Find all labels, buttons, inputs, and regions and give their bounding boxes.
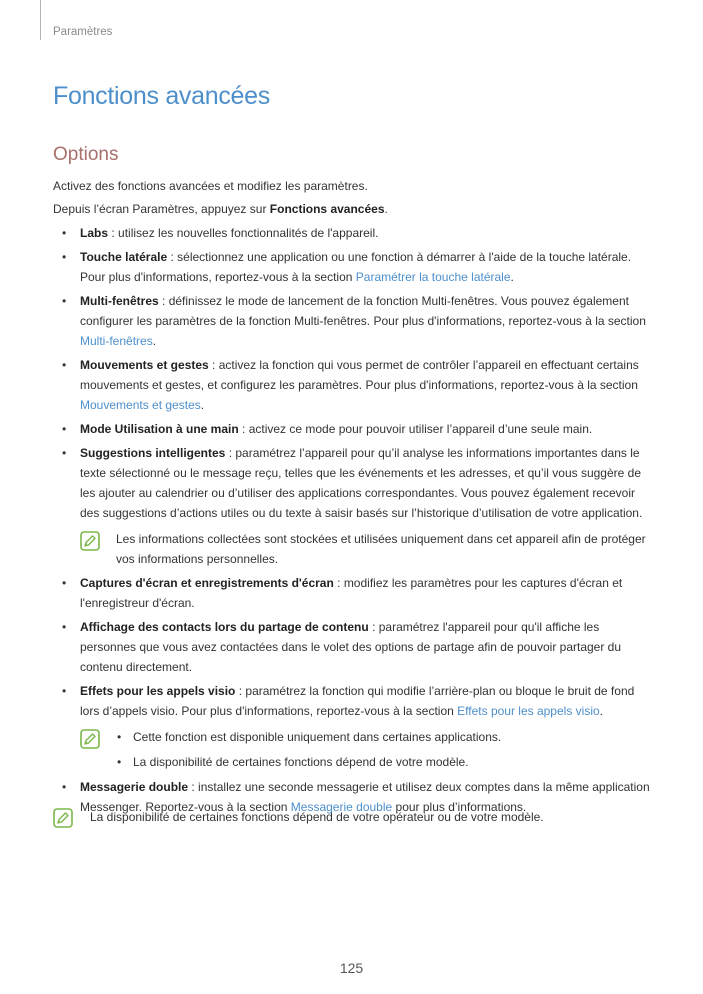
section-link[interactable]: Messagerie double (290, 800, 393, 814)
option-item (53, 617, 653, 677)
option-description-end: . (599, 704, 604, 718)
option-description-end: . (510, 270, 514, 284)
intro-line-2-suffix: . (384, 202, 388, 216)
option-description: : activez ce mode pour pouvoir utiliser l’appareil d’une seule main. (238, 422, 593, 436)
intro-line-1: Activez des fonctions avancées et modifiez les paramètres. (53, 179, 368, 193)
intro-line-2 (53, 199, 653, 219)
option-item (53, 247, 653, 287)
section-link[interactable]: Paramétrer la touche latérale (355, 270, 511, 284)
footer-note-text: La disponibilité de certaines fonctions dépend de votre opérateur ou de votre modèle. (90, 810, 544, 824)
bullet: • (62, 226, 67, 240)
note-pencil-icon (53, 808, 73, 828)
section-link[interactable]: Mouvements et gestes (80, 398, 201, 412)
option-description: : définissez le mode de lancement de la fonction Multi-fenêtres. Vous pouvez également configurer les paramètres de la fonction Multi-fenêtres. Pour plus d'informations, reportez-vous à la section (80, 294, 646, 328)
info-note (80, 727, 653, 772)
option-item (53, 419, 653, 439)
option-description-end: pour plus d’informations. (392, 800, 527, 814)
option-term: Mouvements et gestes (80, 358, 209, 372)
info-note (80, 529, 653, 569)
option-term: Multi-fenêtres (80, 294, 159, 308)
bullet: • (62, 620, 67, 634)
option-item (53, 573, 653, 613)
bullet: • (62, 422, 67, 436)
bullet: • (62, 576, 67, 590)
bullet: • (117, 755, 122, 769)
bullet: • (62, 446, 67, 460)
footer-note (53, 807, 690, 827)
intro-line-2-bold: Fonctions avancées (269, 202, 385, 216)
info-note-item-text: La disponibilité de certaines fonctions dépend de votre modèle. (133, 755, 469, 769)
option-description: : paramétrez la fonction qui modifie l’arrière-plan ou bloque le bruit de fond lors d’appels visio. Pour plus d'informations, reportez-vous à la section (80, 684, 635, 718)
option-description: : utilisez les nouvelles fonctionnalités de l'appareil. (108, 226, 379, 240)
option-term: Affichage des contacts lors du partage de contenu (80, 620, 369, 634)
header-rule (40, 0, 41, 40)
header-label: Paramètres (53, 26, 113, 38)
option-description: : paramétrez l'appareil pour qu'il affiche les personnes que vous avez contactées dans le volet des options de partage afin de pouvoir partager du contenu directement. (80, 620, 622, 674)
option-description: : modifiez les paramètres pour les captures d'écran et l'enregistreur d'écran. (80, 576, 623, 610)
option-item (53, 681, 653, 772)
option-description-end: . (200, 398, 205, 412)
bullet: • (62, 684, 67, 698)
option-item (53, 223, 653, 243)
option-description: : sélectionnez une application ou une fonction à démarrer à l'aide de la touche latérale. Pour plus d'informations, reportez-vous à la section (80, 250, 632, 284)
option-description: : installez une seconde messagerie et utilisez deux comptes dans la même application Messenger. Reportez-vous à la section (80, 780, 650, 814)
info-note-list (116, 727, 653, 772)
info-note-item-text: Cette fonction est disponible uniquement dans certaines applications. (133, 730, 502, 744)
option-description-end: . (152, 334, 157, 348)
note-pencil-icon (80, 531, 100, 551)
bullet: • (62, 780, 67, 794)
bullet: • (117, 730, 122, 744)
info-note-item (116, 727, 653, 747)
option-term: Mode Utilisation à une main (80, 422, 239, 436)
bullet: • (62, 358, 67, 372)
option-item (53, 291, 653, 351)
section-title: Options (53, 144, 119, 165)
info-note-text: Les informations collectées sont stockées et utilisées uniquement dans cet appareil afin de protéger vos informations personnelles. (116, 532, 646, 566)
section-link[interactable]: Multi-fenêtres (80, 334, 153, 348)
intro-line-2-prefix: Depuis l’écran Paramètres, appuyez sur (53, 202, 270, 216)
bullet: • (62, 294, 67, 308)
option-description: : paramétrez l’appareil pour qu’il analyse les informations importantes dans le texte sélectionné ou le message reçu, telles que les événements et les adresses, et qu’il vous suggère de les ajouter au calendrier ou d’utiliser des applications correspondantes. Vous pouvez également recevoir des suggestions d’actions utiles ou du texte à saisir basés sur l’historique d’utilisation de votre application. (80, 446, 643, 520)
note-pencil-icon (80, 729, 100, 749)
option-term: Suggestions intelligentes (80, 446, 226, 460)
option-description: : activez la fonction qui vous permet de contrôler l’appareil en effectuant certains mouvements et gestes, et configurez les paramètres. Pour plus d'informations, reportez-vous à la section (80, 358, 639, 392)
page-title: Fonctions avancées (53, 82, 270, 110)
option-term: Labs (80, 226, 109, 240)
info-note-item (116, 752, 653, 772)
option-term: Messagerie double (80, 780, 189, 794)
option-item (53, 443, 653, 569)
option-item (53, 355, 653, 415)
page-number: 125 (339, 960, 364, 976)
option-term: Captures d'écran et enregistrements d'écran (80, 576, 334, 590)
options-list (53, 223, 653, 821)
section-link[interactable]: Effets pour les appels visio (457, 704, 600, 718)
option-term: Effets pour les appels visio (80, 684, 236, 698)
option-term: Touche latérale (80, 250, 168, 264)
bullet: • (62, 250, 67, 264)
